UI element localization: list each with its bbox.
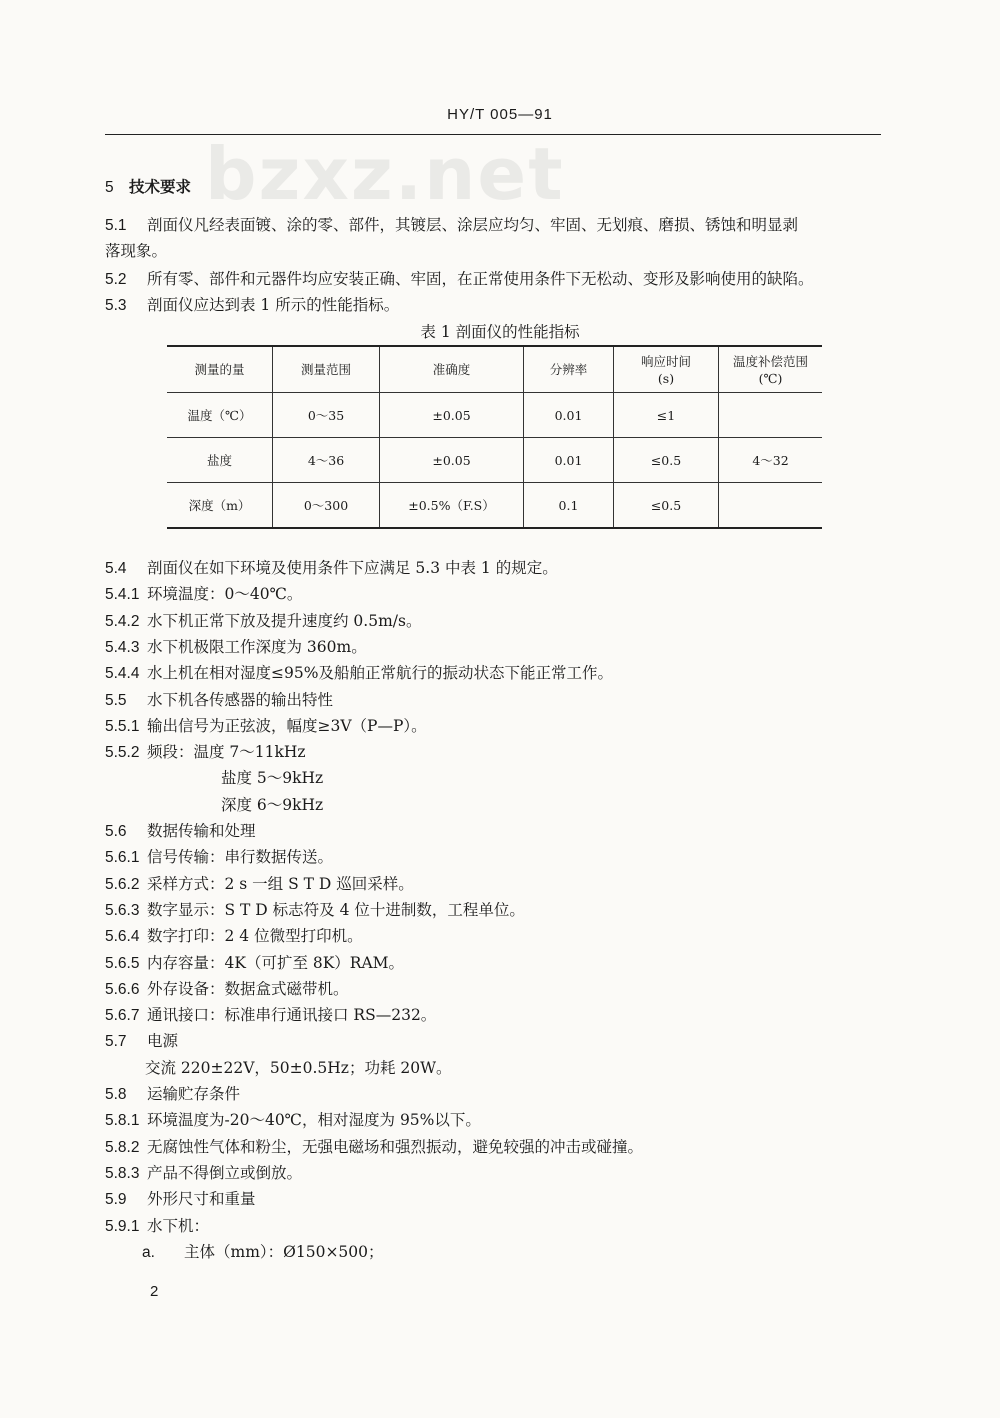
clause-number: 5.6.5	[105, 955, 140, 972]
clause-text: 无腐蚀性气体和粉尘，无强电磁场和强烈振动，避免较强的冲击或碰撞。	[147, 1138, 644, 1156]
table-header-cell: 测量的量	[167, 346, 273, 393]
clause-number: 5.8.2	[105, 1139, 140, 1156]
clause-text: 外形尺寸和重量	[147, 1190, 256, 1208]
clause-number: 5.3	[105, 297, 127, 314]
clause-text: 水下机极限工作深度为 360m。	[147, 638, 367, 656]
clause-text: 主体（mm）：Ø150×500；	[184, 1243, 384, 1261]
clause-text: 所有零、部件和元器件均应安装正确、牢固，在正常使用条件下无松动、变形及影响使用的缺陷。	[147, 270, 814, 288]
table-cell: ±0.05	[380, 393, 524, 438]
clause-line	[105, 636, 367, 659]
table-header-cell: 测量范围	[273, 346, 380, 393]
clause-5-2	[105, 268, 814, 291]
clause-number: 5.7	[105, 1033, 127, 1050]
clause-line	[105, 1136, 643, 1159]
clause-line	[105, 1241, 384, 1264]
table-caption: 表 1 剖面仪的性能指标	[420, 323, 580, 341]
table-cell: ±0.05	[380, 438, 524, 483]
section-title: 技术要求	[129, 177, 192, 196]
table-cell	[719, 483, 823, 529]
section-number: 5	[105, 179, 114, 196]
clause-line	[105, 1083, 240, 1106]
clause-line	[105, 610, 421, 633]
clause-line	[105, 741, 306, 764]
clause-text: 信号传输：串行数据传送。	[147, 848, 334, 866]
table-cell: 温度（℃）	[167, 393, 273, 438]
clause-line	[105, 583, 302, 606]
clause-line	[105, 952, 404, 975]
clause-text: 剖面仪在如下环境及使用条件下应满足 5.3 中表 1 的规定。	[147, 559, 558, 577]
table-cell: 4～32	[719, 438, 823, 483]
table-cell: 0～35	[273, 393, 380, 438]
clause-text: 通讯接口：标准串行通讯接口 RS—232。	[147, 1006, 437, 1024]
performance-table	[167, 345, 822, 529]
clause-line	[105, 662, 613, 685]
clause-number: 5.6.7	[105, 1007, 140, 1024]
section-heading	[105, 176, 191, 199]
clause-text: 交流 220±22V，50±0.5Hz；功耗 20W。	[145, 1059, 452, 1077]
clause-line	[105, 1030, 178, 1053]
table-cell: ≤0.5	[614, 438, 719, 483]
clause-number: 5.1	[105, 217, 127, 234]
clause-number: 5.8.1	[105, 1112, 140, 1129]
clause-number: 5.4.2	[105, 613, 140, 630]
clause-text: 频段：温度 7～11kHz	[147, 743, 306, 761]
clause-text: 水下机正常下放及提升速度约 0.5m/s。	[147, 612, 422, 630]
clause-number: 5.9	[105, 1191, 127, 1208]
clause-text: 外存设备：数据盒式磁带机。	[147, 980, 349, 998]
clause-5-1	[105, 214, 798, 237]
clause-number: 5.4	[105, 560, 127, 577]
clause-text: 剖面仪应达到表 1 所示的性能指标。	[147, 296, 400, 314]
clause-5-3	[105, 294, 399, 317]
clause-line	[105, 557, 558, 580]
table-cell: ≤1	[614, 393, 719, 438]
clause-line	[105, 715, 427, 738]
clause-line	[105, 899, 525, 922]
table-cell: 4～36	[273, 438, 380, 483]
table-cell: ±0.5%（F.S）	[380, 483, 524, 529]
clause-number: 5.6	[105, 823, 127, 840]
watermark: bzxz.net	[205, 132, 565, 216]
clause-line	[105, 978, 349, 1001]
clause-line	[105, 767, 323, 789]
clause-number: 5.4.1	[105, 586, 140, 603]
header-line: 响应时间	[640, 353, 691, 369]
clause-text: 采样方式：2 s 一组 S T D 巡回采样。	[147, 875, 414, 893]
clause-text: 水上机在相对湿度≤95%及船舶正常航行的振动状态下能正常工作。	[147, 664, 613, 682]
clause-number: 5.5.1	[105, 718, 140, 735]
header-unit: (s)	[657, 370, 675, 386]
clause-line	[105, 689, 333, 712]
clause-line	[105, 846, 333, 869]
clause-5-1-cont: 落现象。	[105, 242, 168, 260]
clause-line	[105, 820, 256, 843]
clause-number: 5.5.2	[105, 744, 140, 761]
table-header-cell: 准确度	[380, 346, 524, 393]
table-cell: 0.01	[524, 438, 614, 483]
clause-number: 5.6.4	[105, 928, 140, 945]
table-cell	[719, 393, 823, 438]
clause-text: 运输贮存条件	[147, 1085, 241, 1103]
clause-text: 输出信号为正弦波，幅度≥3V（P—P）。	[147, 717, 427, 735]
header-rule	[105, 134, 881, 135]
table-header-row	[167, 346, 822, 393]
table-cell: ≤0.5	[614, 483, 719, 529]
document-header: HY/T 005—91	[447, 106, 553, 123]
table-header-cell	[614, 346, 719, 393]
clause-line	[105, 1109, 481, 1132]
clause-text: 水下机各传感器的输出特性	[147, 691, 334, 709]
clause-line	[105, 1004, 436, 1027]
page-number: 2	[150, 1283, 159, 1300]
clause-number: 5.6.3	[105, 902, 140, 919]
table-row	[167, 393, 822, 438]
clause-line	[105, 1215, 209, 1238]
table-header-cell	[719, 346, 823, 393]
clause-number: 5.9.1	[105, 1218, 140, 1235]
clause-line	[105, 1162, 302, 1185]
clause-number: 5.2	[105, 271, 127, 288]
clause-line	[105, 1057, 452, 1079]
table-cell: 0～300	[273, 483, 380, 529]
clause-number: 5.4.4	[105, 665, 140, 682]
clause-number: 5.6.1	[105, 849, 140, 866]
clause-text: 环境温度：0～40℃。	[147, 585, 303, 603]
clause-line	[105, 925, 363, 948]
clause-number: 5.5	[105, 692, 127, 709]
table-row	[167, 438, 822, 483]
clause-line	[105, 794, 323, 816]
clause-text: 剖面仪凡经表面镀、涂的零、部件，其镀层、涂层应均匀、牢固、无划痕、磨损、锈蚀和明显剥	[147, 216, 799, 234]
table-row	[167, 483, 822, 529]
clause-number: 5.8.3	[105, 1165, 140, 1182]
table-cell: 深度（m）	[167, 483, 273, 529]
clause-text: 水下机：	[147, 1217, 210, 1235]
table-cell: 0.01	[524, 393, 614, 438]
table-cell: 盐度	[167, 438, 273, 483]
clause-number: 5.6.2	[105, 876, 140, 893]
clause-line	[105, 1188, 256, 1211]
clause-text: 产品不得倒立或倒放。	[147, 1164, 303, 1182]
clause-text: 内存容量：4K（可扩至 8K）RAM。	[147, 954, 405, 972]
clause-line	[105, 873, 414, 896]
header-unit: (℃)	[758, 370, 783, 386]
clause-text: 数字显示：S T D 标志符及 4 位十进制数，工程单位。	[147, 901, 525, 919]
clause-text: 环境温度为-20～40℃，相对湿度为 95%以下。	[147, 1111, 481, 1129]
clause-text: 数字打印：2 4 位微型打印机。	[147, 927, 363, 945]
clause-number: 5.4.3	[105, 639, 140, 656]
table-cell: 0.1	[524, 483, 614, 529]
clause-number: a.	[142, 1244, 155, 1261]
clause-text: 数据传输和处理	[147, 822, 256, 840]
table-header-cell: 分辨率	[524, 346, 614, 393]
clause-text: 深度 6～9kHz	[221, 796, 324, 814]
clause-number: 5.6.6	[105, 981, 140, 998]
clause-text: 电源	[147, 1032, 179, 1050]
clause-number: 5.8	[105, 1086, 127, 1103]
clause-text: 盐度 5～9kHz	[221, 769, 324, 787]
header-line: 温度补偿范围	[732, 353, 808, 369]
